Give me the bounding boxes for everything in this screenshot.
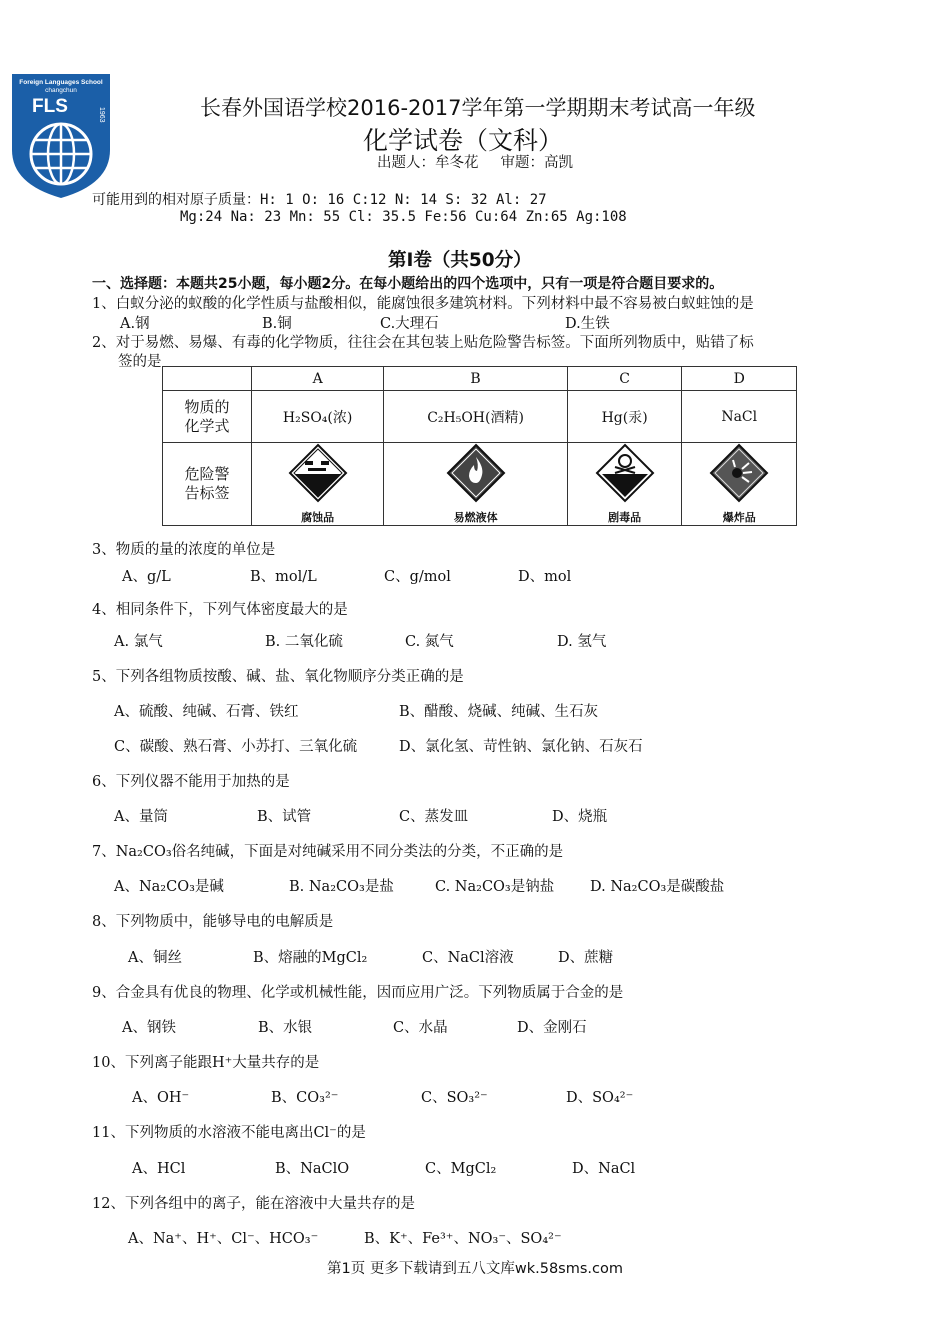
q5-option-b: B、醋酸、烧碱、纯碱、生石灰 [399, 704, 599, 720]
q9-option-d: D、金刚石 [517, 1020, 587, 1036]
question-2-stem-cont: 签的是 [118, 354, 162, 370]
q10-option-b: B、CO₃²⁻ [271, 1090, 339, 1106]
q9-option-a: A、钢铁 [122, 1020, 176, 1036]
toxic-skull-icon [595, 443, 655, 503]
table-corner [163, 367, 252, 391]
question-10-stem: 10、下列离子能跟H⁺大量共存的是 [92, 1055, 320, 1071]
question-5-stem: 5、下列各组物质按酸、碱、盐、氧化物顺序分类正确的是 [92, 669, 464, 685]
q5-option-a: A、硫酸、纯碱、石膏、铁红 [114, 704, 299, 720]
q11-option-b: B、NaClO [275, 1161, 350, 1177]
q3-option-c: C、g/mol [384, 569, 451, 585]
q7-option-c: C. Na₂CO₃是钠盐 [435, 879, 555, 895]
q9-option-c: C、水晶 [393, 1020, 448, 1036]
q3-option-b: B、mol/L [250, 569, 317, 585]
hazard-cell-d [682, 443, 797, 526]
svg-text:Foreign Languages School: Foreign Languages School [19, 79, 103, 86]
exam-authors [377, 151, 595, 172]
q8-option-a: A、铜丝 [128, 950, 182, 966]
q7-option-d: D. Na₂CO₃是碳酸盐 [590, 879, 725, 895]
q4-option-d: D. 氢气 [557, 634, 607, 650]
hazard-label-d: 爆炸品 [722, 511, 756, 524]
formula-d: NaCl [682, 391, 797, 443]
school-logo [10, 72, 112, 200]
row-label-hazard: 危险警告标签 [163, 443, 252, 526]
formula-a: H₂SO₄(浓) [252, 391, 384, 443]
q7-option-a: A、Na₂CO₃是碱 [114, 879, 224, 895]
atomic-mass-line-2: Mg:24 Na: 23 Mn: 55 Cl: 35.5 Fe:56 Cu:64 Zn:65 Ag:108 [180, 209, 627, 225]
q4-option-c: C. 氮气 [405, 634, 454, 650]
svg-text:changchun: changchun [45, 87, 77, 94]
question-3-stem: 3、物质的量的浓度的单位是 [92, 542, 276, 558]
q5-option-c: C、碳酸、熟石膏、小苏打、三氧化硫 [114, 739, 358, 755]
hazard-cell-b [384, 443, 568, 526]
q1-option-a: A.钢 [120, 316, 150, 332]
question-8-stem: 8、下列物质中，能够导电的电解质是 [92, 914, 334, 930]
col-header-d: D [682, 367, 797, 391]
col-header-c: C [567, 367, 682, 391]
q10-option-c: C、SO₃²⁻ [421, 1090, 488, 1106]
question-7-stem: 7、Na₂CO₃俗名纯碱，下面是对纯碱采用不同分类法的分类，不正确的是 [92, 844, 564, 860]
formula-c: Hg(汞) [567, 391, 682, 443]
q11-option-c: C、MgCl₂ [425, 1161, 497, 1177]
section-instruction: 一、选择题：本题共25小题，每小题2分。在每小题给出的四个选项中，只有一项是符合题目要求的。 [92, 276, 724, 292]
hazard-label-c: 剧毒品 [608, 511, 642, 524]
page-footer: 第1页 更多下载请到五八文库wk.58sms.com [327, 1261, 623, 1277]
hazard-label-b: 易燃液体 [453, 511, 498, 524]
col-header-a: A [252, 367, 384, 391]
reviewer: 审题：高凯 [500, 155, 573, 171]
q10-option-a: A、OH⁻ [132, 1090, 190, 1106]
q5-option-d: D、氯化氢、苛性钠、氯化钠、石灰石 [399, 739, 643, 755]
hazard-cell-c [567, 443, 682, 526]
svg-text:FLS: FLS [32, 96, 68, 117]
q8-option-d: D、蔗糖 [558, 950, 614, 966]
question-9-stem: 9、合金具有优良的物理、化学或机械性能，因而应用广泛。下列物质属于合金的是 [92, 985, 624, 1001]
q9-option-b: B、水银 [258, 1020, 313, 1036]
exam-subtitle: 化学试卷（文科） [363, 126, 564, 155]
q3-option-a: A、g/L [122, 569, 171, 585]
q4-option-b: B. 二氧化硫 [265, 634, 343, 650]
q7-option-b: B. Na₂CO₃是盐 [289, 879, 394, 895]
question-4-stem: 4、相同条件下，下列气体密度最大的是 [92, 602, 348, 618]
question-11-stem: 11、下列物质的水溶液不能电离出Cl⁻的是 [92, 1125, 366, 1141]
q8-option-b: B、熔融的MgCl₂ [253, 950, 368, 966]
explosive-icon [709, 443, 769, 503]
q11-option-d: D、NaCl [572, 1161, 636, 1177]
col-header-b: B [384, 367, 568, 391]
q6-option-c: C、蒸发皿 [399, 809, 469, 825]
corrosive-icon [288, 443, 348, 503]
row-label-formula: 物质的化学式 [163, 391, 252, 443]
q1-option-c: C.大理石 [380, 316, 439, 332]
question-1-stem: 1、白蚁分泌的蚁酸的化学性质与盐酸相似，能腐蚀很多建筑材料。下列材料中最不容易被白蚁蛀蚀的是 [92, 296, 754, 312]
question-12-stem: 12、下列各组中的离子，能在溶液中大量共存的是 [92, 1196, 415, 1212]
q10-option-d: D、SO₄²⁻ [566, 1090, 634, 1106]
question-6-stem: 6、下列仪器不能用于加热的是 [92, 774, 290, 790]
q8-option-c: C、NaCl溶液 [422, 950, 514, 966]
formula-b: C₂H₅OH(酒精) [384, 391, 568, 443]
q6-option-d: D、烧瓶 [552, 809, 608, 825]
q6-option-a: A、量筒 [114, 809, 168, 825]
q12-option-a: A、Na⁺、H⁺、Cl⁻、HCO₃⁻ [128, 1231, 319, 1247]
hazard-label-a: 腐蚀品 [301, 511, 335, 524]
flammable-icon [446, 443, 506, 503]
q1-option-d: D.生铁 [565, 316, 610, 332]
q1-option-b: B.铜 [262, 316, 292, 332]
svg-text:1963: 1963 [98, 107, 105, 123]
hazard-cell-a [252, 443, 384, 526]
section-title: 第Ⅰ卷（共50分） [388, 250, 532, 271]
q12-option-b: B、K⁺、Fe³⁺、NO₃⁻、SO₄²⁻ [364, 1231, 562, 1247]
question-2-stem: 2、对于易燃、易爆、有毒的化学物质，往往会在其包装上贴危险警告标签。下面所列物质中，贴错了标 [92, 335, 754, 351]
exam-title: 长春外国语学校2016-2017学年第一学期期末考试高一年级 [200, 96, 756, 120]
q11-option-a: A、HCl [132, 1161, 186, 1177]
author: 出题人：牟冬花 [377, 155, 479, 171]
hazard-table [162, 366, 797, 526]
q4-option-a: A. 氯气 [114, 634, 163, 650]
q3-option-d: D、mol [518, 569, 572, 585]
q6-option-b: B、试管 [257, 809, 312, 825]
atomic-mass-line-1: 可能用到的相对原子质量：H: 1 O: 16 C:12 N: 14 S: 32 Al: 27 [92, 192, 547, 208]
